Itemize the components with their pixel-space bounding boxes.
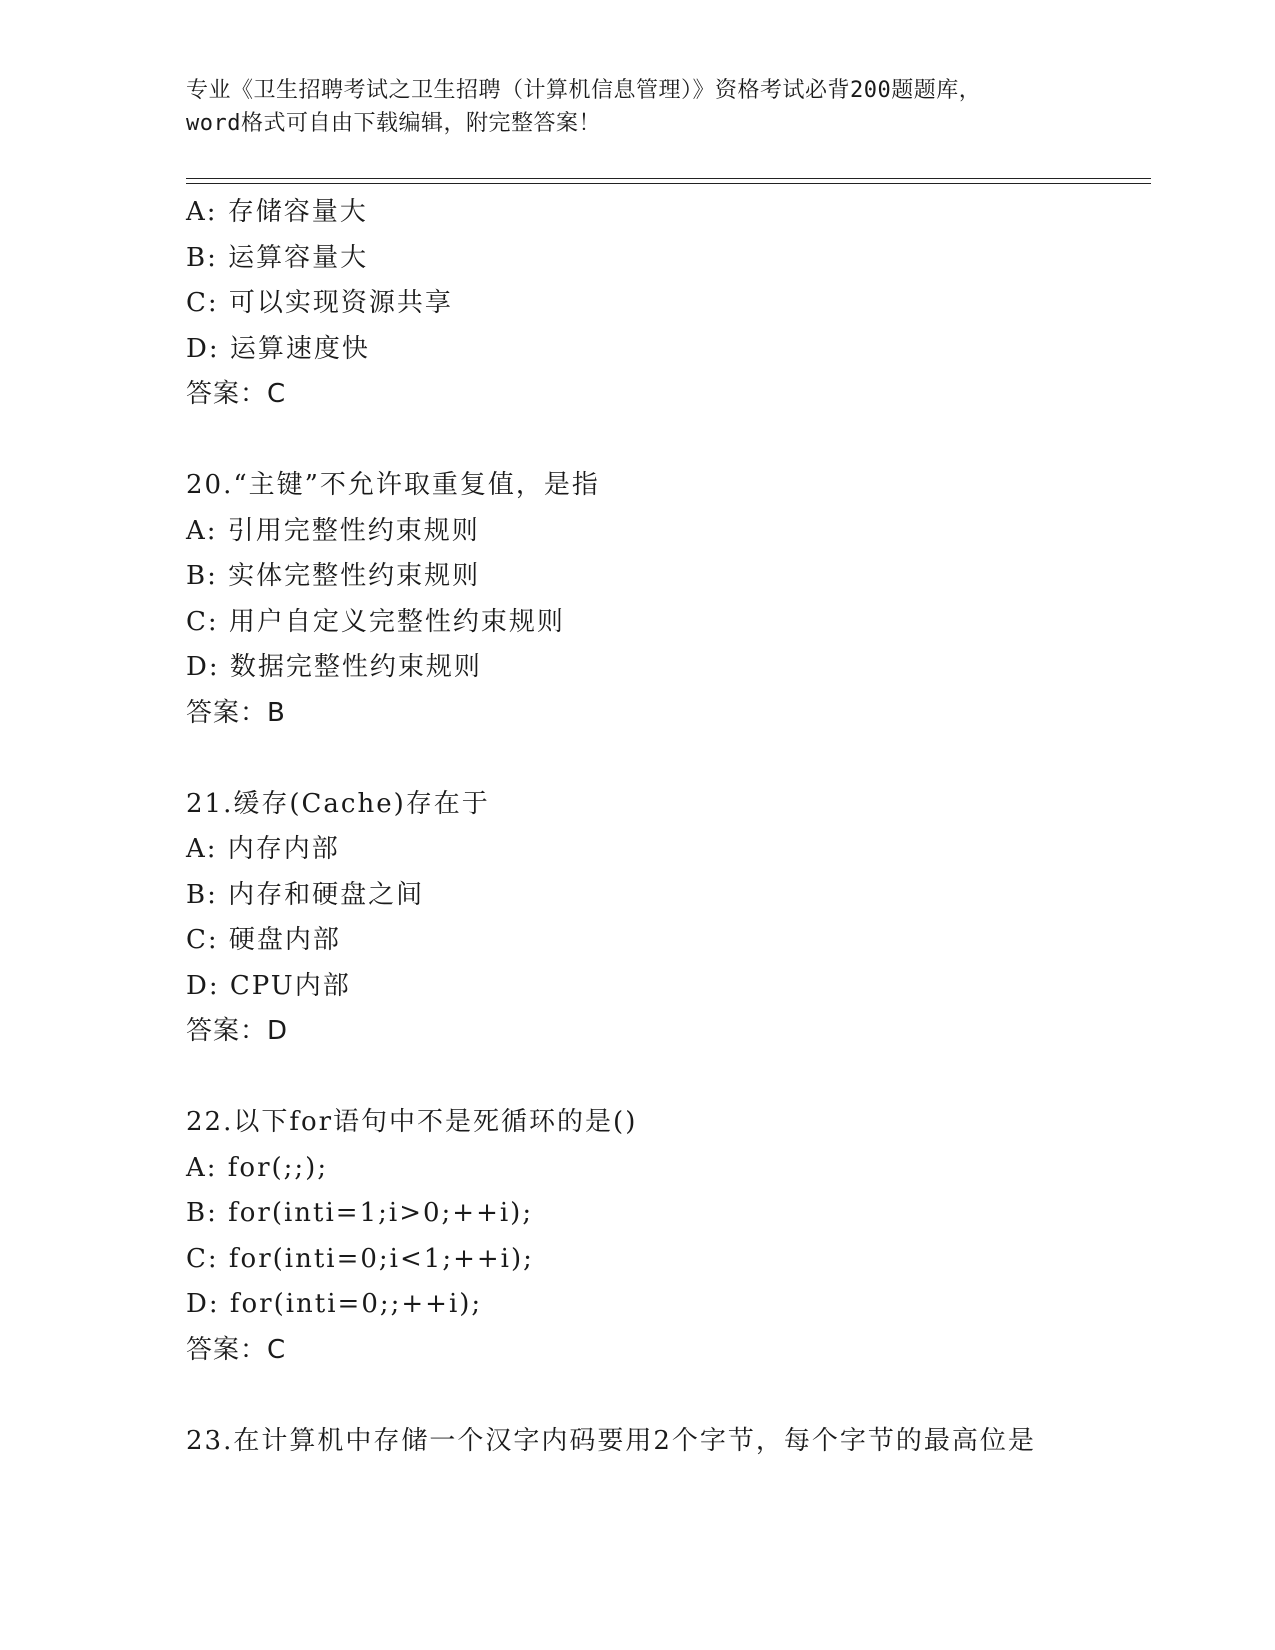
option-a: A: 引用完整性约束规则: [186, 515, 480, 546]
header-divider-top: [186, 178, 1151, 179]
option-c: C: 硬盘内部: [186, 925, 341, 955]
spacer: [186, 1055, 1146, 1101]
question-23-block: [186, 1419, 1146, 1465]
question-text: 22.以下for语句中不是死循环的是(): [186, 1107, 638, 1137]
option-d: D: CPU内部: [186, 970, 351, 1001]
header-line-1: 专业《卫生招聘考试之卫生招聘（计算机信息管理）》资格考试必背200题题库，: [186, 78, 982, 103]
header-line-2: word格式可自由下载编辑，附完整答案！: [186, 111, 601, 136]
answer: 答案：C: [186, 1334, 287, 1365]
option-c: C: 用户自定义完整性约束规则: [186, 606, 565, 637]
question-list: [186, 190, 1146, 1464]
option-a: A: 存储容量大: [186, 197, 368, 227]
option-b: B: 运算容量大: [186, 242, 369, 273]
document-header: [186, 74, 1086, 140]
option-b: B: for(inti=1;i>0;++i);: [186, 1198, 534, 1228]
option-a: A: for(;;);: [186, 1152, 329, 1183]
answer: 答案：D: [186, 1016, 289, 1046]
spacer: [186, 1373, 1146, 1419]
spacer: [186, 736, 1146, 782]
answer: 答案：B: [186, 697, 286, 728]
question-22-block: [186, 1100, 1146, 1373]
option-d: D: 运算速度快: [186, 333, 370, 364]
header-divider-bottom: [186, 183, 1151, 184]
option-a: A: 内存内部: [186, 834, 340, 864]
option-d: D: for(inti=0;;++i);: [186, 1289, 483, 1319]
option-b: B: 实体完整性约束规则: [186, 561, 481, 591]
spacer: [186, 418, 1146, 464]
question-19-block: [186, 190, 1146, 418]
question-text: 21.缓存(Cache)存在于: [186, 788, 490, 819]
question-text: 20.“主键”不允许取重复值，是指: [186, 470, 600, 500]
question-21-block: [186, 782, 1146, 1055]
option-d: D: 数据完整性约束规则: [186, 652, 482, 682]
option-b: B: 内存和硬盘之间: [186, 879, 425, 910]
question-text: 23.在计算机中存储一个汉字内码要用2个字节，每个字节的最高位是: [186, 1425, 1036, 1456]
answer: 答案：C: [186, 379, 287, 409]
question-20-block: [186, 463, 1146, 736]
option-c: C: for(inti=0;i<1;++i);: [186, 1243, 534, 1274]
option-c: C: 可以实现资源共享: [186, 288, 453, 318]
